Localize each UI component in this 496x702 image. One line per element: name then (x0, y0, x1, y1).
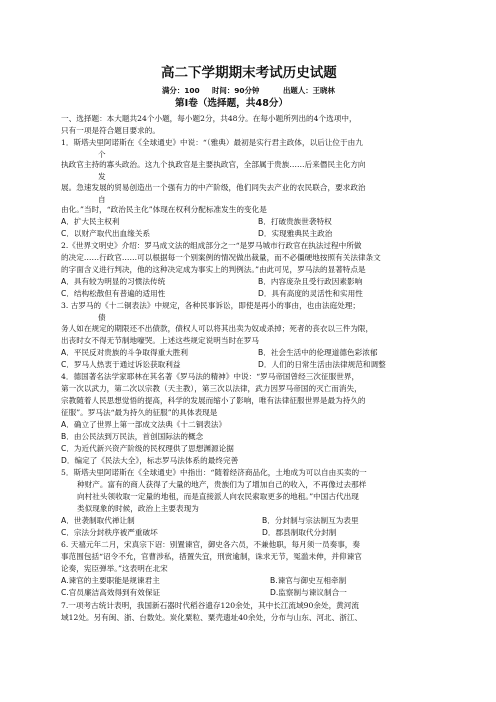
question-3-line: 出丧时女不得无节制地嚎哭。上述这些规定说明当时在罗马 (61, 336, 259, 345)
question-2-option-d: D．具有高度的灵活性和实用性 (258, 289, 363, 298)
question-4-line: 征服”。罗马法“最为持久的征服”的具体表现是 (61, 408, 218, 417)
question-5-option-d: D．郡县制取代分封制 (262, 528, 337, 537)
instructions-line: 一、选择题：本大题共24个小题，每小题2分，共48分。在每小题所列出的4个选项中， (61, 114, 357, 123)
question-4-option-a: A．确立了世界上第一部成文法典《十二铜表法》 (61, 420, 227, 429)
question-3-line: 3. 古罗马的《十二铜表法》中规定，各种民事诉讼，即使是再小的事由，也由法庭处理； (61, 301, 361, 310)
question-1-line: 由化。”当时，“政治民主化”体现在权利分配标准发生的变化是 (61, 205, 267, 214)
question-5-line: 向村社头领收取一定量的地租，而是直接派人向农民索取更多的地租。”中国古代出现 (77, 492, 359, 501)
question-3-option-a: A．平民反对贵族的斗争取得重大胜利 (61, 348, 189, 357)
question-1-option-a: A．扩大民主权利 (61, 217, 120, 226)
question-1-line: 执政官主持的寡头政治。这九个执政官是主要执政官，全部属于贵族……后来僭民主化方向 (61, 160, 366, 169)
question-4-option-c: C．为近代新兴资产阶级的民权理供了思想渊源论据 (61, 444, 234, 453)
question-5-option-a: A．世袭制取代禅让制 (61, 516, 135, 525)
question-3-option-b: B．社会生活中的伦理道德色彩浓郁 (258, 348, 378, 357)
question-6-line: 6. 天禧元年二月，宋真宗下诏：别置谏官，御史各六员，不兼他职，每月须一员奏事，奏 (61, 540, 361, 549)
score-info: 满分：100 (162, 86, 200, 95)
question-3-line: 债 (98, 313, 106, 322)
question-5-line: 5．斯塔夫里阿诺斯在《全球通史》中指出：“随着经济商品化，土地成为可以自由买卖的一 (61, 468, 367, 477)
question-1-line: 个 (98, 150, 106, 159)
question-1-option-b: B．打破贵族世袭特权 (258, 217, 332, 226)
question-6-option-c: C.官员廉洁高效得到有效保证 (61, 588, 161, 597)
question-2-line: 的字面含义进行判决，他的这种决定成为事实上的判例法。”由此可见，罗马法的显著特点是 (61, 265, 366, 274)
question-6-option-d: D.监察制与谏议制合一 (270, 588, 347, 597)
question-4-option-b: B．由公民法到万民法，首创国际法的概念 (61, 432, 204, 441)
question-3-option-c: C．罗马人热衷于通过诉讼获取利益 (61, 360, 181, 369)
question-6-line: 论奏，宪臣弹举。”这表明在北宋 (61, 564, 168, 573)
question-2-option-c: C．结构松散但有普遍的适用性 (61, 289, 166, 298)
question-5-option-b: B．分封制与宗法制互为表里 (262, 516, 359, 525)
question-4-line: 4．德国著名法学家耶林在其名著《罗马法的精神》中说：“罗马帝国曾经三次征服世界， (61, 372, 360, 381)
question-1-option-d: D．实现雅典民主政治 (258, 229, 333, 238)
question-7-line: 7.一项考古统计表明，我国新石器时代稻谷遗存120余处，其中长江流域90余处，黄河流 (61, 601, 360, 610)
question-2-line: 2.《世界文明史》介绍：罗马成文法的组成部分之一“是罗马城市行政官在执法过程中所做 (61, 241, 362, 250)
question-4-line: 宗教随着人民思想觉悟的提高，科学的发展而缩小了影响，唯有法律征服世界是最为持久的 (61, 396, 366, 405)
question-7-line: 域12处。另有闽、浙、台数处。炭化粟粒、粟壳遗址40余处，分布与山东、河北、浙江、 (61, 613, 363, 622)
question-5-line: 种财产。富有的商人获得了大量的地产，贵族们为了增加自己的收入，不再像过去那样 (77, 480, 367, 489)
question-1-option-c: C．以财产取代出血缘关系 (61, 229, 151, 238)
question-1-line: 自 (98, 195, 106, 204)
question-4-line: 第一次以武力，第二次以宗教（天主教），第三次以法律，武力因罗马帝国的灭亡而消失， (61, 384, 362, 393)
question-1-line: 发 (98, 172, 106, 181)
question-1-line: 1．斯塔夫里阿诺斯在《全球通史》中说：“（雅典）最初是实行君主政体，以后让位于由九 (61, 138, 363, 147)
question-2-option-b: B．内容庞杂且受行政因素影响 (258, 277, 363, 286)
question-5-option-c: C．宗法分封秩序被严重破坏 (61, 528, 158, 537)
page-title: 高二下学期期末考试历史试题 (161, 65, 337, 81)
question-2-option-a: A．具有较为明显的习惯法传统 (61, 277, 166, 286)
question-3-option-d: D．人们的日常生活由法律规范和调整 (258, 360, 386, 369)
section-heading: 第Ⅰ卷（选择题，共48分） (175, 98, 289, 109)
author-info: 出题人：王晓林 (283, 86, 335, 95)
question-6-option-b: B.谏官与御史互相牵制 (270, 576, 347, 585)
question-1-line: 展。急速发展的贸易创造出一个强有力的中产阶级，他们同失去产业的农民联合，要求政治 (61, 183, 366, 192)
time-info: 时间：90分钟 (212, 86, 260, 95)
question-6-line: 事范围包括“诏令不允，官曹涉私，措置失宜，刑赏逾制，诛求无节，冤滥未伸，并仰谏官 (61, 552, 362, 561)
instructions-line: 只有一项是符合题目要求的。 (61, 126, 160, 135)
question-4-option-d: D．编定了《民法大全》，标志罗马法体系的最终完善 (61, 456, 239, 465)
question-6-option-a: A.谏官的主要职能是规谏君主 (61, 576, 160, 585)
question-3-line: 务人如在规定的期限还不出债款，债权人可以将其出卖为奴或杀掉；死者的丧衣以三件为限， (61, 324, 374, 333)
question-5-line: 类似现象的时候，政治上主要表现为 (77, 504, 199, 513)
question-2-line: 的决定……行政官……可以根据每一个别案例的情况做出裁量，而不必僵硬地按照有关法律条文 (61, 253, 381, 262)
